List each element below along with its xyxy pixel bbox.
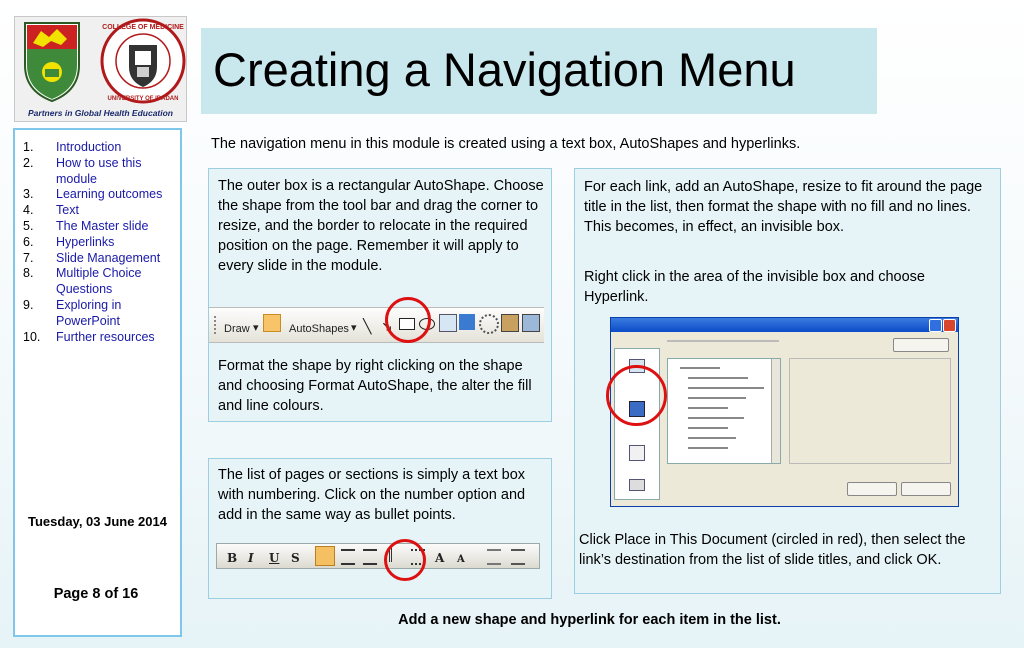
dialog-titlebar xyxy=(611,318,958,332)
align-left-icon[interactable] xyxy=(315,546,335,566)
close-icon xyxy=(943,319,956,332)
nav-link[interactable]: Learning outcomes xyxy=(56,187,163,202)
list-row xyxy=(688,437,736,439)
nav-link[interactable]: Further resources xyxy=(56,329,155,344)
page-counter-box xyxy=(33,570,159,614)
crest-shield-icon xyxy=(25,23,79,101)
formatting-toolbar xyxy=(216,543,540,569)
nav-number: 8. xyxy=(23,266,34,281)
svg-text:UNIVERSITY OF IBADAN: UNIVERSITY OF IBADAN xyxy=(107,96,179,102)
picture-tool-icon[interactable] xyxy=(522,314,540,332)
nav-item-hyperlinks[interactable] xyxy=(23,235,175,251)
arrow-tool-icon[interactable]: ↘ xyxy=(381,318,393,334)
intro-text: The navigation menu in this module is created using a text box, AutoShapes and hyperlinks. xyxy=(211,136,801,152)
underline-icon[interactable]: U xyxy=(269,551,280,565)
nav-link[interactable]: Hyperlinks xyxy=(56,234,115,249)
increase-indent-icon[interactable] xyxy=(511,549,525,565)
highlight-circle xyxy=(606,365,667,426)
list-row xyxy=(688,447,728,449)
page-title: Creating a Navigation Menu xyxy=(213,43,796,96)
nav-number: 3. xyxy=(23,187,34,202)
new-document-icon xyxy=(629,445,645,461)
clipart-tool-icon[interactable] xyxy=(501,314,519,332)
panel-list-text: The list of pages or sections is simply a text box with numbering. Click on the number option and add in the same way as bullet points. xyxy=(218,467,526,523)
screentip-button xyxy=(893,338,949,352)
ok-button xyxy=(847,482,897,496)
list-row xyxy=(688,417,744,419)
decrease-indent-icon[interactable] xyxy=(487,549,501,565)
chevron-down-icon: ▾ xyxy=(253,322,259,334)
email-address-icon xyxy=(629,479,645,491)
list-row xyxy=(688,427,728,429)
title-banner xyxy=(201,28,877,114)
nav-item-learning-outcomes[interactable] xyxy=(23,187,175,203)
chevron-down-icon: ▾ xyxy=(351,322,357,334)
nav-link[interactable]: Slide Management xyxy=(56,250,161,265)
autoshapes-menu[interactable]: AutoShapes xyxy=(289,323,349,335)
shadow-icon[interactable]: S xyxy=(291,551,300,565)
nav-link[interactable]: Text xyxy=(56,203,79,218)
highlight-circle xyxy=(385,297,431,343)
decrease-font-icon[interactable]: A xyxy=(457,554,465,565)
drawing-toolbar xyxy=(209,307,544,343)
nav-item-multiple-choice[interactable] xyxy=(23,266,175,298)
select-pointer-icon[interactable] xyxy=(263,314,281,332)
nav-number: 2. xyxy=(23,155,34,170)
college-seal-icon xyxy=(102,20,184,102)
increase-font-icon[interactable]: A xyxy=(435,551,445,565)
logo-banner xyxy=(14,16,187,122)
logo-caption: Partners in Global Health Education xyxy=(28,108,173,118)
nav-number: 9. xyxy=(23,297,34,312)
nav-link[interactable]: The Master slide xyxy=(56,218,149,233)
help-icon xyxy=(929,319,942,332)
line-tool-icon[interactable]: ╲ xyxy=(363,318,372,334)
panel-links xyxy=(574,168,1001,594)
nav-item-master-slide[interactable] xyxy=(23,219,175,235)
date-label: Tuesday, 03 June 2014 xyxy=(28,514,167,529)
list-row xyxy=(688,387,764,389)
highlight-circle xyxy=(384,539,426,581)
nav-item-slide-management[interactable] xyxy=(23,251,175,267)
page-counter: Page 8 of 16 xyxy=(53,586,139,602)
diagram-tool-icon[interactable] xyxy=(479,314,499,334)
panel-outer-box-text: The outer box is a rectangular AutoShape. Choose the shape from the tool bar and drag the corner to resize, and the border to relocate in the required position on the page. Remember it will apply to every slide in the module. xyxy=(218,178,544,274)
nav-list xyxy=(23,140,175,345)
nav-number: 7. xyxy=(23,250,34,265)
panel-list xyxy=(208,458,552,599)
slide-preview-box xyxy=(789,358,951,464)
italic-icon[interactable]: I xyxy=(248,551,254,565)
insert-hyperlink-dialog xyxy=(610,317,959,507)
list-row xyxy=(688,407,728,409)
panel-format-text: Format the shape by right clicking on the shape and choosing Format AutoShape, the alter the fill and line colours. xyxy=(218,358,532,414)
toolbar-grip xyxy=(214,316,219,334)
panel-place-doc-text: Click Place in This Document (circled in red), then select the link’s destination from the list of slide titles, and click OK. xyxy=(579,532,966,568)
footer-note: Add a new shape and hyperlink for each item in the list. xyxy=(398,612,781,628)
align-center-icon[interactable] xyxy=(341,549,355,565)
svg-text:COLLEGE OF MEDICINE: COLLEGE OF MEDICINE xyxy=(102,24,184,31)
panel-outer-box xyxy=(208,168,552,422)
nav-item-how-to-use[interactable] xyxy=(23,156,175,188)
dialog-text-line xyxy=(667,340,779,342)
list-row xyxy=(688,377,748,379)
textbox-tool-icon[interactable] xyxy=(439,314,457,332)
nav-item-further-resources[interactable] xyxy=(23,330,175,346)
panel-hyperlink-text: Right click in the area of the invisible box and choose Hyperlink. xyxy=(584,269,925,305)
list-row xyxy=(688,397,746,399)
nav-number: 4. xyxy=(23,203,34,218)
list-row xyxy=(680,367,720,369)
nav-number: 6. xyxy=(23,234,34,249)
sidebar xyxy=(13,128,182,637)
nav-number: 10. xyxy=(23,329,41,344)
panel-links-text: For each link, add an AutoShape, resize to fit around the page title in the list, then format the shape with no fill and no lines. This becomes, in effect, an invisible box. xyxy=(584,179,983,235)
wordart-tool-icon[interactable] xyxy=(459,314,475,330)
nav-number: 5. xyxy=(23,218,34,233)
nav-link[interactable]: Multiple Choice Questions xyxy=(56,266,142,297)
nav-item-text[interactable] xyxy=(23,203,175,219)
cancel-button xyxy=(901,482,951,496)
nav-link[interactable]: Exploring in PowerPoint xyxy=(56,297,122,328)
draw-menu[interactable]: Draw xyxy=(224,323,250,335)
slide-titles-list xyxy=(667,358,781,464)
nav-link[interactable]: Introduction xyxy=(56,140,122,154)
scrollbar xyxy=(771,359,780,463)
nav-item-introduction[interactable] xyxy=(23,140,175,156)
nav-number: 1. xyxy=(23,140,34,154)
university-logos xyxy=(15,17,186,105)
nav-item-exploring[interactable] xyxy=(23,298,175,330)
nav-link[interactable]: How to use this module xyxy=(56,155,142,186)
bold-icon[interactable]: B xyxy=(227,551,238,565)
align-right-icon[interactable] xyxy=(363,549,377,565)
